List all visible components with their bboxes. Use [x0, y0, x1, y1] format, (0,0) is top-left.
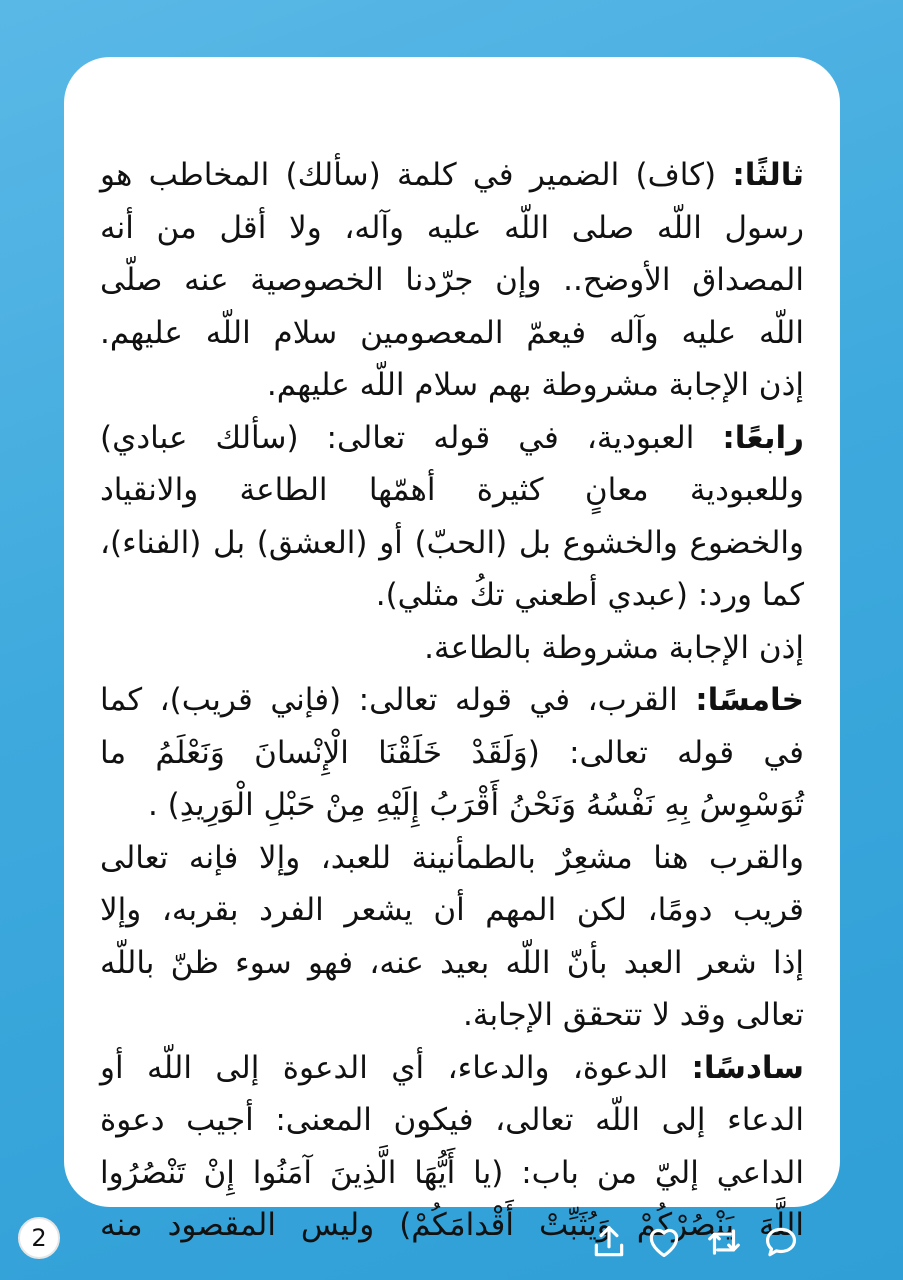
text-line: ثالثًا: (كاف) الضمير في كلمة (سألك) المخاطب هو [100, 157, 804, 193]
text-line: الدعاء إلى اللّه تعالى، فيكون المعنى: أجيب دعوة [100, 1102, 804, 1138]
text-line: إذا شعر العبد بأنّ اللّه بعيد عنه، فهو سوء ظنّ باللّه [100, 944, 804, 981]
text-line: اللّه عليه وآله فيعمّ المعصومين سلام اللّه عليهم. [100, 314, 804, 351]
text-line: اللَّهَ يَنْصُرْكُمْ وَيُثَبِّتْ أَقْدامَكُمْ) وليس المقصود منه [100, 1207, 804, 1243]
text-line: رسول اللّه صلى اللّه عليه وآله، ولا أقل من أنه [100, 209, 804, 246]
comment-icon[interactable] [762, 1223, 800, 1261]
text-line: والخضوع والخشوع بل (الحبّ) أو (العشق) بل (الفناء)، [100, 524, 804, 561]
repost-icon[interactable] [705, 1223, 743, 1261]
action-bar [590, 1223, 810, 1261]
text-line: تُوَسْوِسُ بِهِ نَفْسُهُ وَنَحْنُ أَقْرَبُ إِلَيْهِ مِنْ حَبْلِ الْوَرِيدِ) . [147, 787, 804, 823]
text-line: تعالى وقد لا تتحقق الإجابة. [463, 997, 804, 1033]
text-line: خامسًا: القرب، في قوله تعالى: (فإني قريب)، كما [100, 682, 804, 718]
page-number-badge: 2 [18, 1217, 60, 1259]
heart-icon[interactable] [645, 1223, 683, 1261]
text-line: المصداق الأوضح.. وإن جرّدنا الخصوصية عنه صلّى [100, 262, 804, 298]
text-line: والقرب هنا مشعِرٌ بالطمأنينة للعبد، وإلا فإنه تعالى [100, 839, 804, 876]
text-line: قريب دومًا، لكن المهم أن يشعر الفرد بقربه، وإلا [100, 892, 804, 928]
text-line: إذن الإجابة مشروطة بالطاعة. [424, 629, 804, 666]
section-heading: سادسًا: [691, 1049, 804, 1086]
section-heading: ثالثًا: [732, 157, 804, 193]
share-icon[interactable] [590, 1223, 628, 1261]
text-line: وللعبودية معانٍ كثيرة أهمّها الطاعة والانقياد [100, 472, 804, 508]
text-line: إذن الإجابة مشروطة بهم سلام اللّه عليهم. [266, 367, 804, 403]
text-card [64, 57, 840, 1243]
text-line: في قوله تعالى: (وَلَقَدْ خَلَقْنَا الْإِنْسانَ وَنَعْلَمُ ما [100, 734, 804, 771]
text-line: الداعي إليّ من باب: (يا أَيُّهَا الَّذِينَ آمَنُوا إِنْ تَنْصُرُوا [100, 1154, 804, 1191]
text-line: سادسًا: الدعوة، والدعاء، أي الدعوة إلى اللّه أو [100, 1049, 804, 1086]
section-heading: خامسًا: [695, 682, 804, 718]
text-line: رابعًا: العبودية، في قوله تعالى: (سألك عبادي) [100, 419, 804, 456]
text-line: كما ورد: (عبدي أطعني تكُ مثلي). [375, 577, 804, 613]
section-heading: رابعًا: [722, 419, 804, 456]
